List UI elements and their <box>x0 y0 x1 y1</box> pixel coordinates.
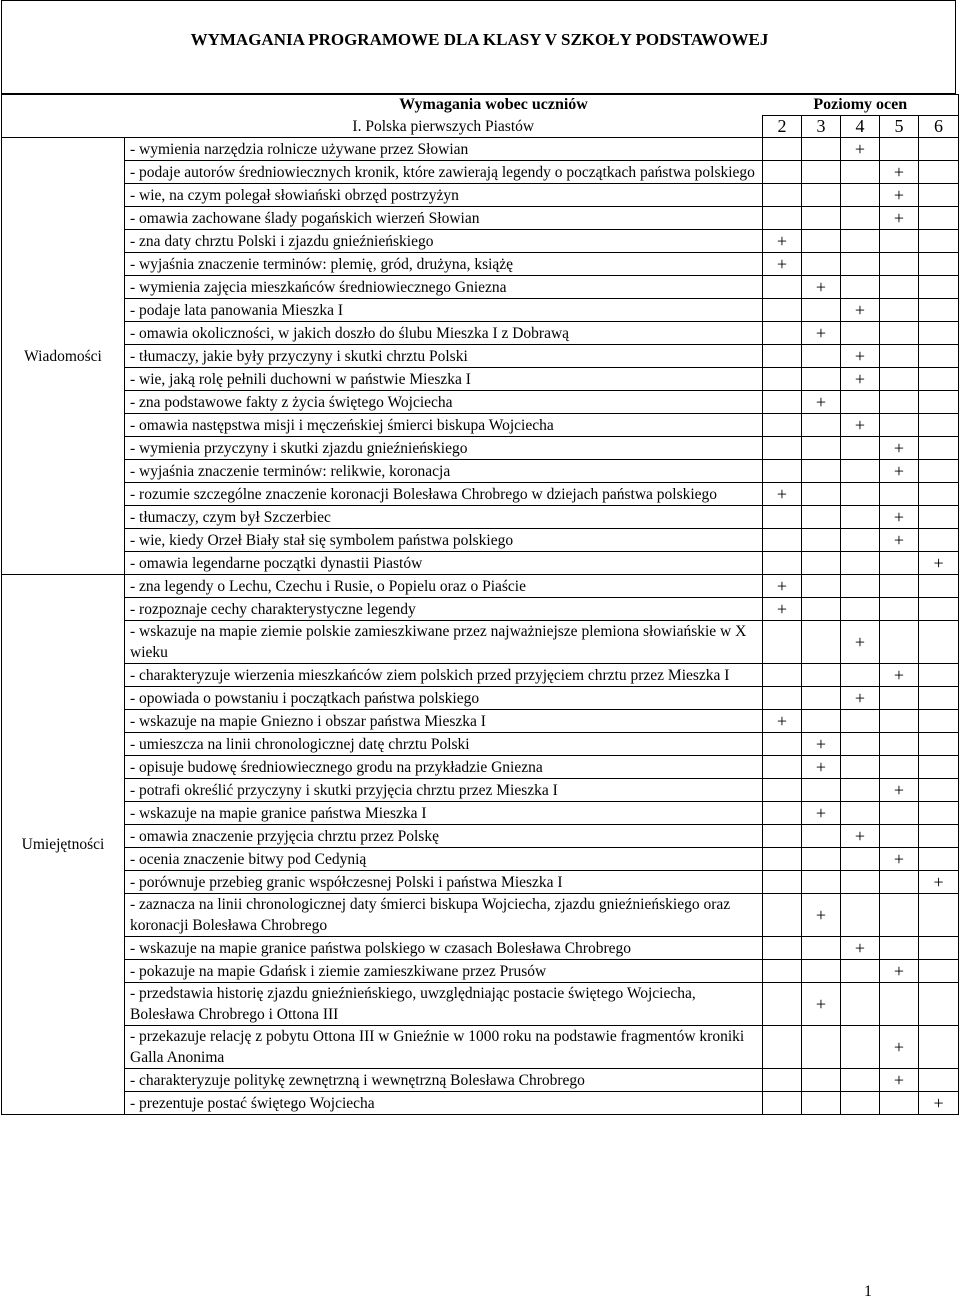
level-5-cell <box>880 345 919 368</box>
level-2-cell <box>763 937 802 960</box>
level-5-cell <box>880 230 919 253</box>
requirement-row <box>2 1069 959 1092</box>
level-3-cell <box>802 414 841 437</box>
level-6-cell <box>919 322 959 345</box>
level-3-cell <box>802 299 841 322</box>
level-2-cell <box>763 664 802 687</box>
level-4-cell <box>841 756 880 779</box>
level-4-cell <box>841 575 880 598</box>
level-6-cell <box>919 184 959 207</box>
level-4-cell <box>841 391 880 414</box>
header-levels: Poziomy ocen <box>763 95 959 116</box>
level-3-cell <box>802 664 841 687</box>
level-6-cell <box>919 960 959 983</box>
level-3-cell <box>802 871 841 894</box>
level-3-cell <box>802 1069 841 1092</box>
level-5-cell <box>880 710 919 733</box>
level-mark: + <box>802 756 841 779</box>
level-mark: + <box>763 483 802 506</box>
level-6-cell <box>919 710 959 733</box>
level-mark: + <box>841 299 880 322</box>
level-5-cell <box>880 483 919 506</box>
level-3-cell <box>802 825 841 848</box>
level-mark: + <box>802 802 841 825</box>
level-4-cell <box>841 506 880 529</box>
level-5-cell <box>880 983 919 1026</box>
level-5-cell <box>880 621 919 664</box>
requirement-row <box>2 276 959 299</box>
level-3-cell <box>802 621 841 664</box>
requirement-text: - charakteryzuje politykę zewnętrzną i wewnętrzną Bolesława Chrobrego <box>125 1069 763 1092</box>
requirement-text: - rozpoznaje cechy charakterystyczne legendy <box>125 598 763 621</box>
level-6-cell <box>919 779 959 802</box>
requirement-text: - potrafi określić przyczyny i skutki przyjęcia chrztu przez Mieszka I <box>125 779 763 802</box>
level-2-cell <box>763 299 802 322</box>
level-mark: + <box>880 184 919 207</box>
requirement-row <box>2 1026 959 1069</box>
level-6-cell <box>919 937 959 960</box>
level-2-cell <box>763 414 802 437</box>
document-title: WYMAGANIA PROGRAMOWE DLA KLASY V SZKOŁY PODSTAWOWEJ <box>190 30 769 49</box>
level-4-cell <box>841 710 880 733</box>
level-2-cell <box>763 529 802 552</box>
level-2-cell <box>763 322 802 345</box>
requirement-row <box>2 983 959 1026</box>
requirement-row <box>2 960 959 983</box>
requirement-text: - wymienia zajęcia mieszkańców średniowiecznego Gniezna <box>125 276 763 299</box>
requirement-text: - opisuje budowę średniowiecznego grodu na przykładzie Gniezna <box>125 756 763 779</box>
level-6-cell <box>919 687 959 710</box>
level-5-cell <box>880 687 919 710</box>
level-5-cell <box>880 598 919 621</box>
level-header-2: 2 <box>763 116 802 138</box>
requirement-text: - omawia następstwa misji i męczeńskiej śmierci biskupa Wojciecha <box>125 414 763 437</box>
requirement-text: - wskazuje na mapie ziemie polskie zamieszkiwane przez najważniejsze plemiona słowiańskie w X wieku <box>125 621 763 664</box>
requirement-text: - podaje lata panowania Mieszka I <box>125 299 763 322</box>
requirement-row <box>2 322 959 345</box>
level-2-cell <box>763 756 802 779</box>
level-mark: + <box>763 253 802 276</box>
requirement-row <box>2 529 959 552</box>
level-mark: + <box>802 391 841 414</box>
level-4-cell <box>841 276 880 299</box>
requirement-text: - wskazuje na mapie granice państwa polskiego w czasach Bolesława Chrobrego <box>125 937 763 960</box>
requirement-row <box>2 552 959 575</box>
level-6-cell <box>919 437 959 460</box>
level-2-cell <box>763 825 802 848</box>
level-2-cell <box>763 460 802 483</box>
level-4-cell <box>841 184 880 207</box>
level-4-cell <box>841 802 880 825</box>
requirement-text: - omawia okoliczności, w jakich doszło do ślubu Mieszka I z Dobrawą <box>125 322 763 345</box>
requirement-row <box>2 299 959 322</box>
requirement-text: - omawia zachowane ślady pogańskich wierzeń Słowian <box>125 207 763 230</box>
requirements-table <box>1 94 959 1115</box>
level-4-cell <box>841 960 880 983</box>
section-empty-cell <box>2 116 125 138</box>
requirement-row <box>2 621 959 664</box>
level-3-cell <box>802 138 841 161</box>
level-4-cell <box>841 552 880 575</box>
requirement-text: - zna legendy o Lechu, Czechu i Rusie, o Popielu oraz o Piaście <box>125 575 763 598</box>
level-6-cell <box>919 138 959 161</box>
level-mark: + <box>841 937 880 960</box>
level-5-cell <box>880 733 919 756</box>
level-4-cell <box>841 529 880 552</box>
requirement-row <box>2 483 959 506</box>
level-mark: + <box>880 460 919 483</box>
requirement-row <box>2 710 959 733</box>
level-mark: + <box>763 710 802 733</box>
level-3-cell <box>802 483 841 506</box>
level-5-cell <box>880 138 919 161</box>
requirement-text: - wyjaśnia znaczenie terminów: relikwie, koronacja <box>125 460 763 483</box>
level-2-cell <box>763 1069 802 1092</box>
category-skills: Umiejętności <box>2 575 125 1115</box>
level-4-cell <box>841 253 880 276</box>
level-2-cell <box>763 848 802 871</box>
requirement-text: - wyjaśnia znaczenie terminów: plemię, gród, drużyna, książę <box>125 253 763 276</box>
level-2-cell <box>763 207 802 230</box>
level-4-cell <box>841 871 880 894</box>
requirement-text: - zna podstawowe fakty z życia świętego Wojciecha <box>125 391 763 414</box>
level-3-cell <box>802 460 841 483</box>
requirement-text: - przedstawia historię zjazdu gnieźnieńskiego, uwzględniając postacie świętego Wojciecha, Bolesława Chrobrego i Ottona III <box>125 983 763 1026</box>
level-6-cell <box>919 299 959 322</box>
requirement-row <box>2 138 959 161</box>
level-5-cell <box>880 322 919 345</box>
requirement-row <box>2 460 959 483</box>
level-3-cell <box>802 779 841 802</box>
level-5-cell <box>880 802 919 825</box>
level-mark: + <box>919 871 959 894</box>
level-3-cell <box>802 710 841 733</box>
level-header-5: 5 <box>880 116 919 138</box>
level-3-cell <box>802 598 841 621</box>
requirement-text: - tłumaczy, jakie były przyczyny i skutki chrztu Polski <box>125 345 763 368</box>
level-4-cell <box>841 207 880 230</box>
level-mark: + <box>841 414 880 437</box>
level-5-cell <box>880 575 919 598</box>
requirement-text: - zna daty chrztu Polski i zjazdu gnieźnieńskiego <box>125 230 763 253</box>
level-6-cell <box>919 598 959 621</box>
level-2-cell <box>763 506 802 529</box>
level-5-cell <box>880 391 919 414</box>
level-4-cell <box>841 161 880 184</box>
level-2-cell <box>763 552 802 575</box>
level-5-cell <box>880 299 919 322</box>
requirement-row <box>2 253 959 276</box>
requirement-text: - rozumie szczególne znaczenie koronacji Bolesława Chrobrego w dziejach państwa polskiego <box>125 483 763 506</box>
level-mark: + <box>880 207 919 230</box>
requirement-text: - prezentuje postać świętego Wojciecha <box>125 1092 763 1115</box>
page-number: 1 <box>864 1283 872 1300</box>
level-3-cell <box>802 184 841 207</box>
level-6-cell <box>919 802 959 825</box>
requirement-text: - wymienia narzędzia rolnicze używane przez Słowian <box>125 138 763 161</box>
requirement-row <box>2 687 959 710</box>
level-mark: + <box>841 345 880 368</box>
level-mark: + <box>802 322 841 345</box>
level-6-cell <box>919 733 959 756</box>
level-3-cell <box>802 230 841 253</box>
level-6-cell <box>919 253 959 276</box>
level-6-cell <box>919 848 959 871</box>
level-mark: + <box>880 529 919 552</box>
requirement-row <box>2 207 959 230</box>
level-mark: + <box>880 1026 919 1069</box>
requirement-text: - omawia legendarne początki dynastii Piastów <box>125 552 763 575</box>
level-5-cell <box>880 937 919 960</box>
level-3-cell <box>802 207 841 230</box>
level-mark: + <box>880 848 919 871</box>
level-6-cell <box>919 1026 959 1069</box>
requirement-row <box>2 779 959 802</box>
header-empty-cell <box>2 95 125 116</box>
level-3-cell <box>802 575 841 598</box>
level-6-cell <box>919 230 959 253</box>
level-4-cell <box>841 1092 880 1115</box>
level-2-cell <box>763 391 802 414</box>
level-mark: + <box>802 733 841 756</box>
level-4-cell <box>841 664 880 687</box>
level-4-cell <box>841 1026 880 1069</box>
level-6-cell <box>919 483 959 506</box>
level-4-cell <box>841 230 880 253</box>
level-mark: + <box>763 230 802 253</box>
level-6-cell <box>919 276 959 299</box>
header-requirements: Wymagania wobec uczniów <box>125 95 763 116</box>
level-6-cell <box>919 391 959 414</box>
level-4-cell <box>841 598 880 621</box>
level-6-cell <box>919 983 959 1026</box>
level-3-cell <box>802 1026 841 1069</box>
level-4-cell <box>841 460 880 483</box>
requirement-text: - tłumaczy, czym był Szczerbiec <box>125 506 763 529</box>
requirement-text: - wymienia przyczyny i skutki zjazdu gnieźnieńskiego <box>125 437 763 460</box>
level-5-cell <box>880 276 919 299</box>
level-5-cell <box>880 871 919 894</box>
requirement-row <box>2 598 959 621</box>
level-3-cell <box>802 345 841 368</box>
level-mark: + <box>763 598 802 621</box>
level-3-cell <box>802 848 841 871</box>
level-5-cell <box>880 894 919 937</box>
requirement-row <box>2 664 959 687</box>
level-4-cell <box>841 437 880 460</box>
requirement-text: - wie, na czym polegał słowiański obrzęd postrzyżyn <box>125 184 763 207</box>
category-knowledge: Wiadomości <box>2 138 125 575</box>
level-6-cell <box>919 1069 959 1092</box>
level-4-cell <box>841 483 880 506</box>
level-mark: + <box>841 687 880 710</box>
level-6-cell <box>919 414 959 437</box>
level-mark: + <box>763 575 802 598</box>
requirement-text: - wskazuje na mapie granice państwa Mieszka I <box>125 802 763 825</box>
requirement-text: - porównuje przebieg granic współczesnej Polski i państwa Mieszka I <box>125 871 763 894</box>
level-3-cell <box>802 161 841 184</box>
requirement-text: - umieszcza na linii chronologicznej datę chrztu Polski <box>125 733 763 756</box>
level-2-cell <box>763 184 802 207</box>
level-header-3: 3 <box>802 116 841 138</box>
level-6-cell <box>919 529 959 552</box>
requirement-row <box>2 184 959 207</box>
requirement-row <box>2 848 959 871</box>
level-mark: + <box>919 1092 959 1115</box>
requirement-text: - pokazuje na mapie Gdańsk i ziemie zamieszkiwane przez Prusów <box>125 960 763 983</box>
level-2-cell <box>763 345 802 368</box>
level-6-cell <box>919 345 959 368</box>
level-mark: + <box>841 621 880 664</box>
requirement-row <box>2 825 959 848</box>
requirement-text: - opowiada o powstaniu i początkach państwa polskiego <box>125 687 763 710</box>
level-mark: + <box>919 552 959 575</box>
level-4-cell <box>841 848 880 871</box>
level-2-cell <box>763 871 802 894</box>
level-5-cell <box>880 825 919 848</box>
requirement-row <box>2 756 959 779</box>
requirement-row <box>2 161 959 184</box>
requirement-row <box>2 345 959 368</box>
requirement-row <box>2 414 959 437</box>
level-mark: + <box>880 1069 919 1092</box>
requirement-row <box>2 575 959 598</box>
requirement-row <box>2 368 959 391</box>
level-3-cell <box>802 960 841 983</box>
level-6-cell <box>919 460 959 483</box>
level-mark: + <box>880 161 919 184</box>
level-2-cell <box>763 779 802 802</box>
level-2-cell <box>763 983 802 1026</box>
requirement-text: - przekazuje relację z pobytu Ottona III w Gnieźnie w 1000 roku na podstawie fragmentów kroniki Galla Anonima <box>125 1026 763 1069</box>
level-3-cell <box>802 937 841 960</box>
level-2-cell <box>763 276 802 299</box>
level-mark: + <box>841 368 880 391</box>
level-header-4: 4 <box>841 116 880 138</box>
level-mark: + <box>880 960 919 983</box>
level-mark: + <box>802 983 841 1026</box>
level-mark: + <box>880 779 919 802</box>
requirement-row <box>2 894 959 937</box>
level-2-cell <box>763 437 802 460</box>
level-3-cell <box>802 687 841 710</box>
level-header-6: 6 <box>919 116 959 138</box>
level-3-cell <box>802 253 841 276</box>
requirement-text: - wie, jaką rolę pełnili duchowni w państwie Mieszka I <box>125 368 763 391</box>
level-6-cell <box>919 894 959 937</box>
level-6-cell <box>919 575 959 598</box>
requirement-row <box>2 733 959 756</box>
level-4-cell <box>841 733 880 756</box>
requirement-text: - charakteryzuje wierzenia mieszkańców ziem polskich przed przyjęciem chrztu przez Mieszka I <box>125 664 763 687</box>
requirement-text: - ocenia znaczenie bitwy pod Cedynią <box>125 848 763 871</box>
level-6-cell <box>919 207 959 230</box>
level-4-cell <box>841 1069 880 1092</box>
level-mark: + <box>841 825 880 848</box>
level-mark: + <box>802 276 841 299</box>
level-2-cell <box>763 687 802 710</box>
level-3-cell <box>802 529 841 552</box>
requirement-text: - wskazuje na mapie Gniezno i obszar państwa Mieszka I <box>125 710 763 733</box>
requirement-text: - podaje autorów średniowiecznych kronik, które zawierają legendy o początkach państwa polskiego <box>125 161 763 184</box>
level-3-cell <box>802 552 841 575</box>
requirement-row <box>2 937 959 960</box>
table-header-row <box>2 95 959 116</box>
requirement-row <box>2 1092 959 1115</box>
level-3-cell <box>802 1092 841 1115</box>
level-4-cell <box>841 983 880 1026</box>
level-mark: + <box>880 664 919 687</box>
level-2-cell <box>763 1026 802 1069</box>
level-6-cell <box>919 756 959 779</box>
level-6-cell <box>919 161 959 184</box>
level-3-cell <box>802 368 841 391</box>
level-5-cell <box>880 1092 919 1115</box>
level-mark: + <box>880 506 919 529</box>
level-4-cell <box>841 894 880 937</box>
requirement-row <box>2 391 959 414</box>
level-5-cell <box>880 756 919 779</box>
level-3-cell <box>802 437 841 460</box>
section-title: I. Polska pierwszych Piastów <box>125 116 763 138</box>
level-5-cell <box>880 414 919 437</box>
level-2-cell <box>763 368 802 391</box>
level-2-cell <box>763 733 802 756</box>
level-5-cell <box>880 552 919 575</box>
level-3-cell <box>802 506 841 529</box>
section-row <box>2 116 959 138</box>
requirement-row <box>2 437 959 460</box>
level-2-cell <box>763 802 802 825</box>
level-2-cell <box>763 1092 802 1115</box>
requirement-row <box>2 506 959 529</box>
level-4-cell <box>841 322 880 345</box>
level-2-cell <box>763 138 802 161</box>
requirement-row <box>2 230 959 253</box>
requirement-text: - wie, kiedy Orzeł Biały stał się symbolem państwa polskiego <box>125 529 763 552</box>
level-mark: + <box>802 894 841 937</box>
level-6-cell <box>919 368 959 391</box>
level-4-cell <box>841 779 880 802</box>
level-2-cell <box>763 161 802 184</box>
level-2-cell <box>763 960 802 983</box>
title-box <box>1 0 956 94</box>
requirement-row <box>2 802 959 825</box>
level-6-cell <box>919 506 959 529</box>
requirement-text: - zaznacza na linii chronologicznej daty śmierci biskupa Wojciecha, zjazdu gnieźnieńskiego oraz koronacji Bolesława Chrobrego <box>125 894 763 937</box>
level-2-cell <box>763 894 802 937</box>
level-6-cell <box>919 621 959 664</box>
level-5-cell <box>880 253 919 276</box>
requirement-row <box>2 871 959 894</box>
level-6-cell <box>919 825 959 848</box>
level-5-cell <box>880 368 919 391</box>
level-2-cell <box>763 621 802 664</box>
level-mark: + <box>841 138 880 161</box>
level-mark: + <box>880 437 919 460</box>
requirement-text: - omawia znaczenie przyjęcia chrztu przez Polskę <box>125 825 763 848</box>
level-6-cell <box>919 664 959 687</box>
